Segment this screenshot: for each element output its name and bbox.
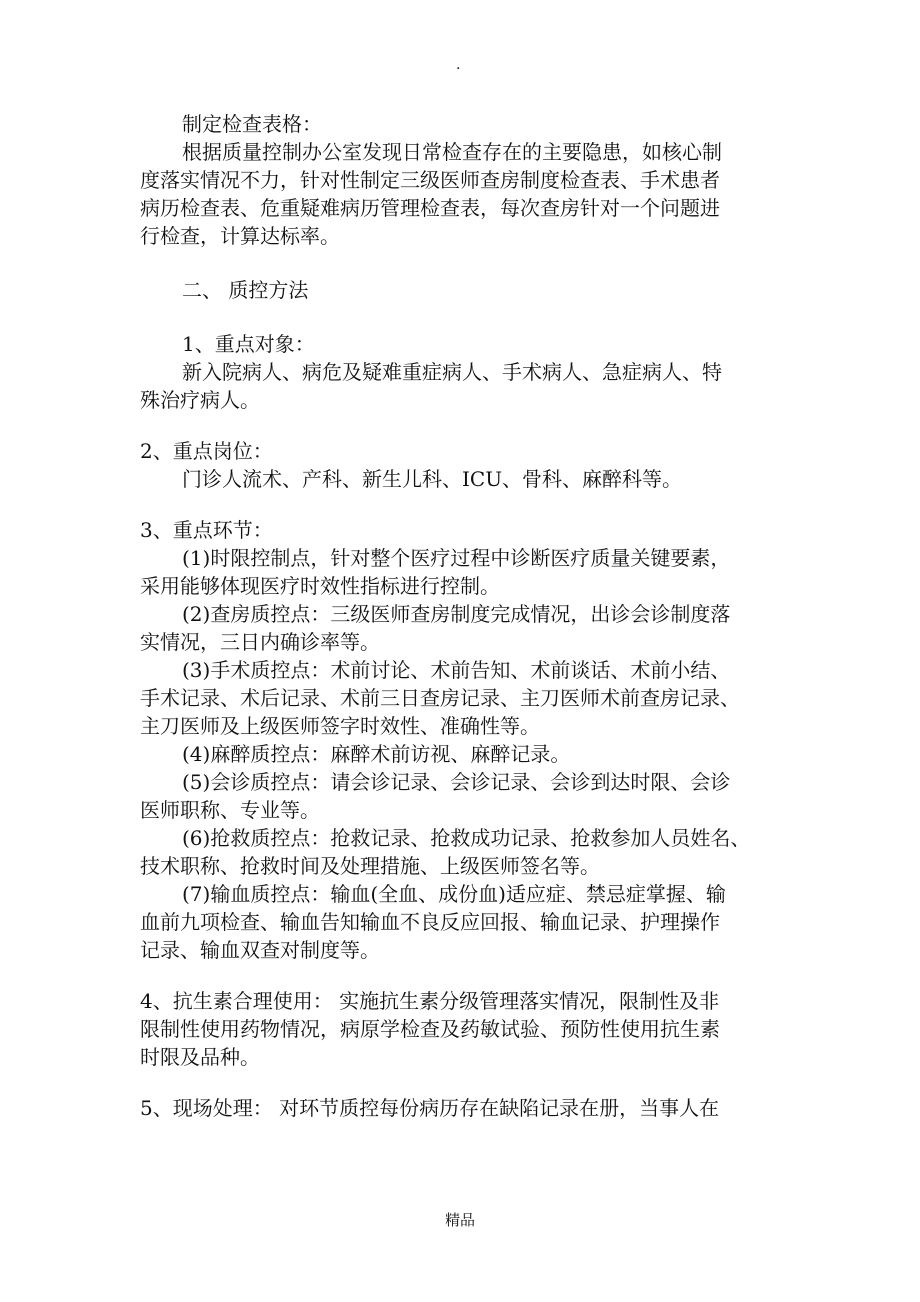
paragraph-line: (5)会诊质控点：请会诊记录、会诊记录、会诊到达时限、会诊: [182, 770, 731, 794]
paragraph-line: 5、现场处理： 对环节质控每份病历存在缺陷记录在册，当事人在: [140, 1096, 720, 1120]
paragraph-line: (4)麻醉质控点：麻醉术前访视、麻醉记录。: [182, 742, 571, 766]
paragraph-line: 手术记录、术后记录、术前三日查房记录、主刀医师术前查房记录、: [140, 686, 740, 710]
paragraph-line: 度落实情况不力，针对性制定三级医师查房制度检查表、手术患者: [140, 168, 720, 192]
footer-label: 精品: [444, 1211, 475, 1229]
paragraph-line: (7)输血质控点：输血(全血、成份血)适应症、禁忌症掌握、输: [182, 882, 726, 906]
paragraph-line: 采用能够体现医疗时效性指标进行控制。: [140, 574, 500, 598]
header-dot: .: [456, 57, 461, 73]
section-heading: 二、 质控方法: [182, 278, 309, 302]
paragraph-line: 时限及品种。: [140, 1045, 260, 1069]
paragraph-line: 主刀医师及上级医师签字时效性、准确性等。: [140, 714, 540, 738]
paragraph-line: 记录、输血双查对制度等。: [140, 938, 380, 962]
paragraph-line: 病历检查表、危重疑难病历管理检查表，每次查房针对一个问题进: [140, 196, 720, 220]
paragraph-line: 门诊人流术、产科、新生儿科、ICU、骨科、麻醉科等。: [182, 467, 683, 491]
paragraph-line: (1)时限控制点，针对整个医疗过程中诊断医疗质量关键要素，: [182, 546, 731, 570]
paragraph-line: (2)查房质控点：三级医师查房制度完成情况，出诊会诊制度落: [182, 602, 731, 626]
paragraph-line: 限制性使用药物情况，病原学检查及药敏试验、预防性使用抗生素: [140, 1017, 720, 1041]
paragraph-line: 行检查，计算达标率。: [140, 224, 340, 248]
paragraph-line: 新入院病人、病危及疑难重症病人、手术病人、急症病人、特: [182, 360, 722, 384]
paragraph-line: 实情况，三日内确诊率等。: [140, 630, 380, 654]
paragraph-line: 殊治疗病人。: [140, 388, 260, 412]
item-title: 2、重点岗位：: [140, 439, 273, 463]
paragraph-line: 技术职称、抢救时间及处理措施、上级医师签名等。: [140, 854, 600, 878]
paragraph-line: 血前九项检查、输血告知输血不良反应回报、输血记录、护理操作: [140, 910, 720, 934]
paragraph-line: 4、抗生素合理使用： 实施抗生素分级管理落实情况，限制性及非: [140, 989, 720, 1013]
paragraph-line: (6)抢救质控点：抢救记录、抢救成功记录、抢救参加人员姓名、: [182, 826, 751, 850]
paragraph-line: 根据质量控制办公室发现日常检查存在的主要隐患，如核心制: [182, 140, 722, 164]
paragraph-line: (3)手术质控点：术前讨论、术前告知、术前谈话、术前小结、: [182, 658, 731, 682]
paragraph-line: 医师职称、专业等。: [140, 798, 320, 822]
paragraph-title: 制定检查表格：: [182, 112, 322, 136]
item-title: 1、重点对象：: [182, 332, 315, 356]
document-body: [140, 110, 790, 1122]
item-title: 3、重点环节：: [140, 518, 273, 542]
